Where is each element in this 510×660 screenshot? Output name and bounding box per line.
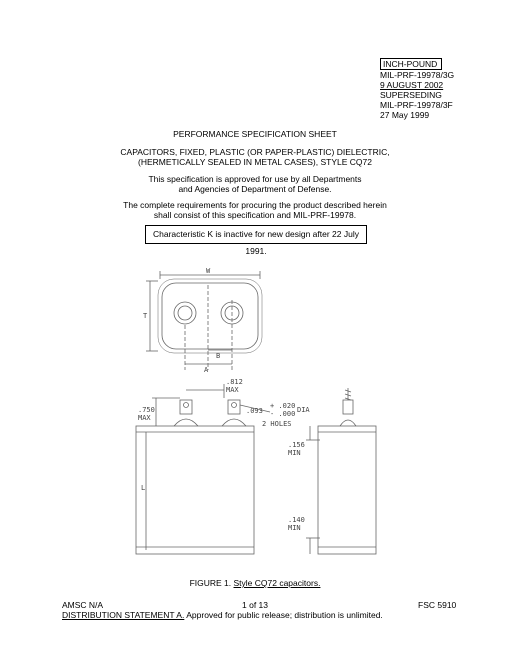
dim-156-min: MIN <box>288 449 301 457</box>
requirements-line-2: shall consist of this specification and MIL-PRF-19978. <box>153 210 357 220</box>
dim-label-t: T <box>143 312 148 320</box>
dim-750-value: .750 <box>138 406 155 414</box>
requirements-line-1: The complete requirements for procuring the product described herein <box>123 200 387 210</box>
dim-093-dia: DIA <box>297 406 310 414</box>
figure-caption <box>0 578 510 588</box>
dim-label-b: B <box>216 352 221 360</box>
distribution-text: Approved for public release; distribution is unlimited. <box>186 610 383 620</box>
dim-140-value: .140 <box>288 516 305 524</box>
dim-093-plus: + .020 <box>270 402 296 410</box>
dim-156-value: .156 <box>288 441 305 449</box>
spec-number: MIL-PRF-19978/3G <box>380 70 455 80</box>
dim-093-minus: - .000 <box>270 410 296 418</box>
dim-label-l: L <box>141 484 146 492</box>
page-title: PERFORMANCE SPECIFICATION SHEET <box>173 129 337 139</box>
approval-line-1: This specification is approved for use by all Departments <box>148 174 362 184</box>
spec-date: 9 AUGUST 2002 <box>380 80 444 90</box>
dim-140-min: MIN <box>288 524 301 532</box>
dim-093-value: .093 <box>246 407 263 415</box>
dim-812-max: MAX <box>226 386 239 394</box>
superseded-spec: MIL-PRF-19978/3F <box>380 100 453 110</box>
subtitle-line-1: CAPACITORS, FIXED, PLASTIC (OR PAPER-PLASTIC) DIELECTRIC, <box>120 147 390 157</box>
dim-812-value: .812 <box>226 378 243 386</box>
superseding-label: SUPERSEDING <box>380 90 442 100</box>
figure-caption-text: Style CQ72 capacitors. <box>233 578 321 588</box>
inactive-note-box: Characteristic K is inactive for new design after 22 July 1991. <box>145 225 367 244</box>
dim-093-holes: 2 HOLES <box>262 420 292 428</box>
subtitle-line-2: (HERMETICALLY SEALED IN METAL CASES), STYLE CQ72 <box>138 157 372 167</box>
superseded-date: 27 May 1999 <box>380 110 430 120</box>
dim-label-a: A <box>204 366 209 374</box>
figure-prefix: FIGURE 1. <box>189 578 232 588</box>
side-view-case <box>318 426 376 554</box>
footer-page-number: 1 of 13 <box>242 600 268 610</box>
dim-750-max: MAX <box>138 414 151 422</box>
approval-line-2: and Agencies of Department of Defense. <box>178 184 332 194</box>
footer-distribution <box>62 610 383 620</box>
inch-pound-box: INCH-POUND <box>380 58 442 70</box>
footer-amsc: AMSC N/A <box>62 600 104 610</box>
top-view-case <box>162 283 258 349</box>
dim-label-w: W <box>206 267 211 275</box>
distribution-label: DISTRIBUTION STATEMENT A. <box>62 610 185 620</box>
front-view-case <box>136 426 254 554</box>
footer-fsc: FSC 5910 <box>418 600 457 610</box>
